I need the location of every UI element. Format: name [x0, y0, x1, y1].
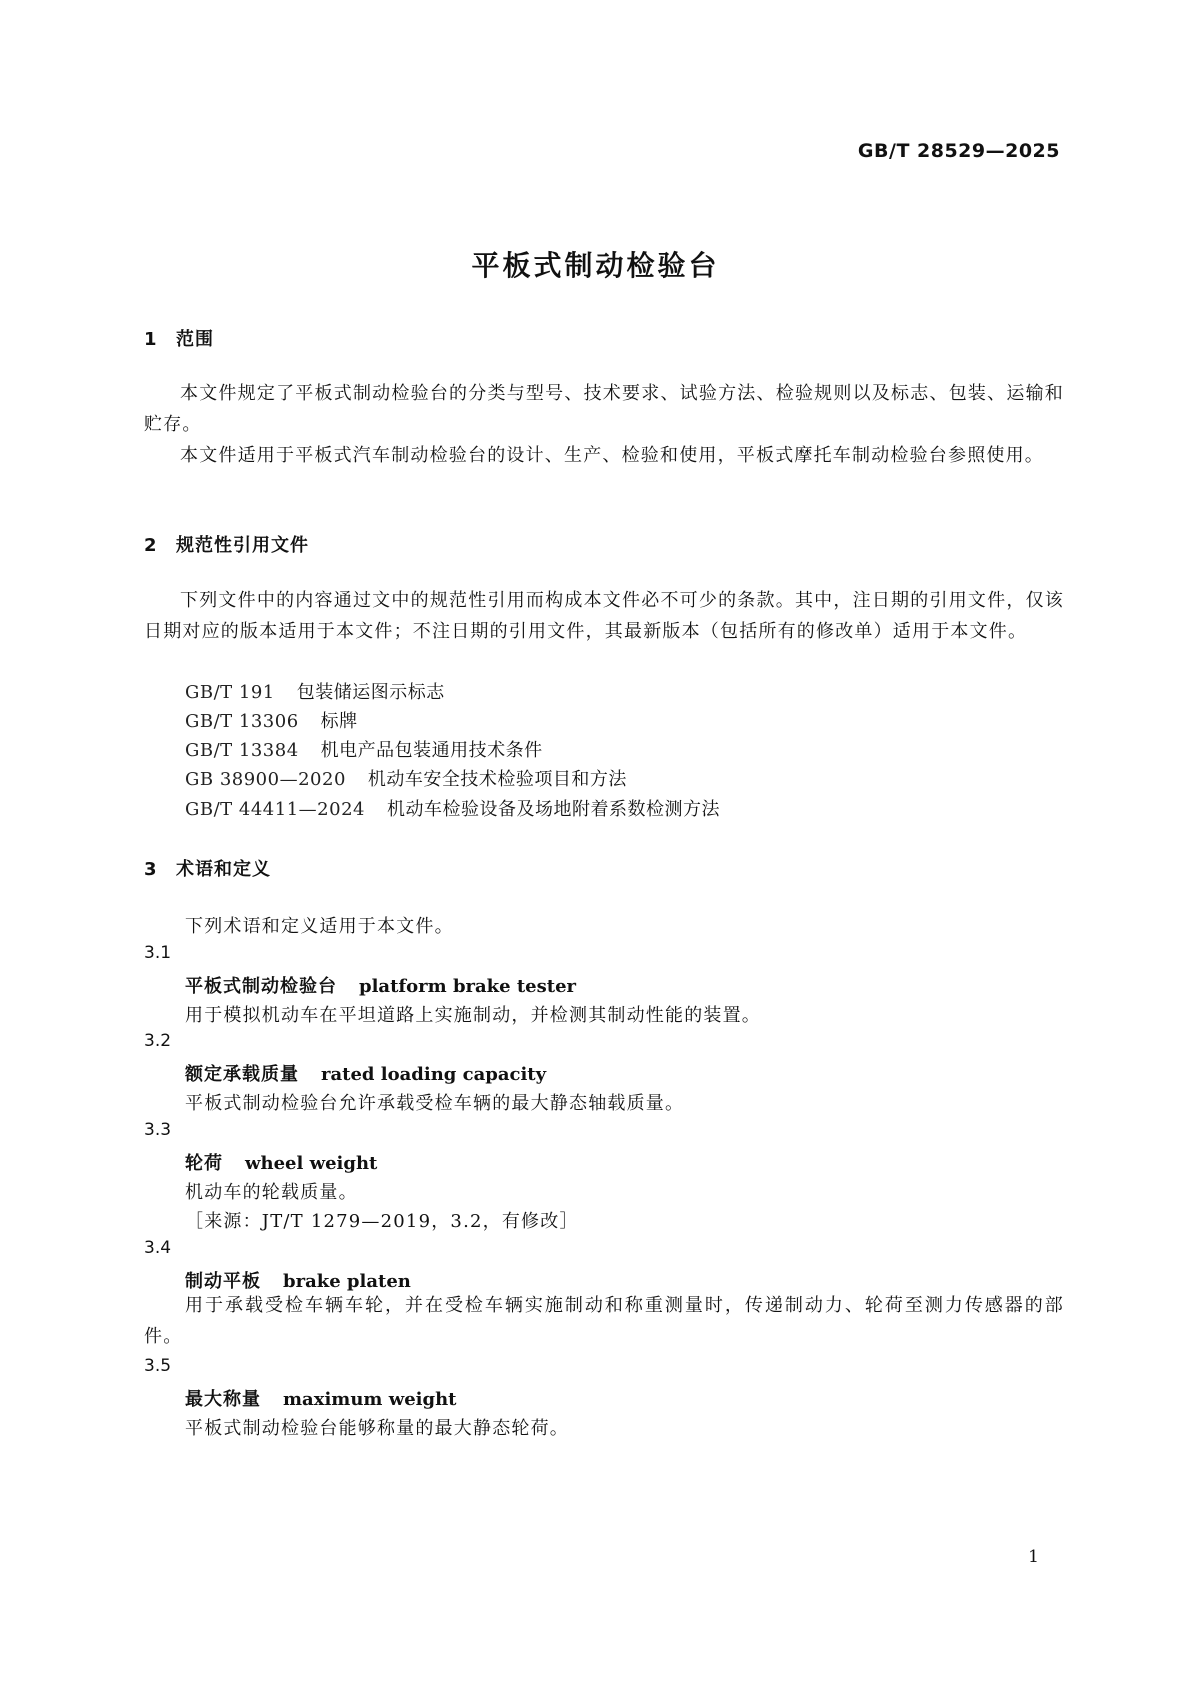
paragraph: 用于承载受检车辆车轮，并在受检车辆实施制动和称重测量时，传递制动力、轮荷至测力传感器的部件。 [144, 1295, 1064, 1347]
reference-item [185, 678, 445, 704]
reference-code: GB/T 191 [185, 682, 275, 703]
term-heading [185, 1149, 377, 1175]
term-zh: 制动平板 [185, 1271, 261, 1292]
paragraph: 下列文件中的内容通过文中的规范性引用而构成本文件必不可少的条款。其中，注日期的引用文件，仅该日期对应的版本适用于本文件；不注日期的引用文件，其最新版本（包括所有的修改单）适用于本文件。 [144, 590, 1064, 642]
term-heading [185, 1385, 457, 1411]
reference-item [185, 707, 358, 733]
term-definition [144, 1290, 1064, 1352]
term-number: 3.4 [144, 1238, 172, 1258]
reference-item [185, 765, 627, 791]
reference-code: GB 38900—2020 [185, 769, 346, 790]
reference-title: 包装储运图示标志 [296, 682, 445, 703]
term-definition: 用于模拟机动车在平坦道路上实施制动，并检测其制动性能的装置。 [185, 1005, 761, 1026]
term-zh: 轮荷 [185, 1153, 223, 1174]
reference-code: GB/T 44411—2024 [185, 799, 365, 820]
reference-title: 机电产品包装通用技术条件 [320, 740, 543, 761]
section-2-heading [144, 531, 309, 557]
reference-item [185, 736, 543, 762]
reference-title: 机动车安全技术检验项目和方法 [367, 769, 627, 790]
term-en: rated loading capacity [321, 1064, 547, 1085]
term-zh: 平板式制动检验台 [185, 976, 337, 997]
reference-code: GB/T 13306 [185, 711, 299, 732]
term-definition: 机动车的轮载质量。 [185, 1182, 358, 1203]
term-source: ［来源：JT/T 1279—2019，3.2，有修改］ [185, 1211, 579, 1232]
section-number: 3 [144, 859, 158, 880]
term-zh: 额定承载质量 [185, 1064, 299, 1085]
term-heading [185, 1060, 546, 1086]
reference-title: 标牌 [320, 711, 358, 732]
term-number: 3.3 [144, 1120, 172, 1140]
reference-code: GB/T 13384 [185, 740, 299, 761]
section-title: 术语和定义 [176, 859, 271, 880]
term-zh: 最大称量 [185, 1389, 261, 1410]
section-number: 2 [144, 535, 158, 556]
term-en: maximum weight [283, 1389, 457, 1410]
term-en: wheel weight [245, 1153, 378, 1174]
term-number: 3.2 [144, 1031, 172, 1051]
term-number: 3.5 [144, 1356, 172, 1376]
term-definition: 平板式制动检验台允许承载受检车辆的最大静态轴载质量。 [185, 1093, 685, 1114]
section-1-heading [144, 325, 214, 351]
section-3-intro: 下列术语和定义适用于本文件。 [185, 916, 454, 937]
paragraph: 本文件适用于平板式汽车制动检验台的设计、生产、检验和使用，平板式摩托车制动检验台参照使用。 [180, 445, 1044, 466]
reference-item [185, 795, 720, 821]
paragraph: 本文件规定了平板式制动检验台的分类与型号、技术要求、试验方法、检验规则以及标志、包装、运输和贮存。 [144, 383, 1064, 435]
term-heading [185, 972, 576, 998]
standard-number: GB/T 28529—2025 [857, 140, 1060, 162]
term-number: 3.1 [144, 943, 172, 963]
section-2-intro [144, 585, 1064, 647]
page-number: 1 [1028, 1547, 1039, 1567]
reference-title: 机动车检验设备及场地附着系数检测方法 [386, 799, 720, 820]
section-title: 规范性引用文件 [176, 535, 309, 556]
document-title: 平板式制动检验台 [471, 249, 720, 282]
section-number: 1 [144, 329, 158, 350]
term-en: brake platen [283, 1271, 411, 1292]
section-1-body [144, 378, 1064, 471]
term-definition: 平板式制动检验台能够称量的最大静态轮荷。 [185, 1418, 569, 1439]
section-3-heading [144, 855, 271, 881]
term-en: platform brake tester [359, 976, 577, 997]
section-title: 范围 [176, 329, 214, 350]
